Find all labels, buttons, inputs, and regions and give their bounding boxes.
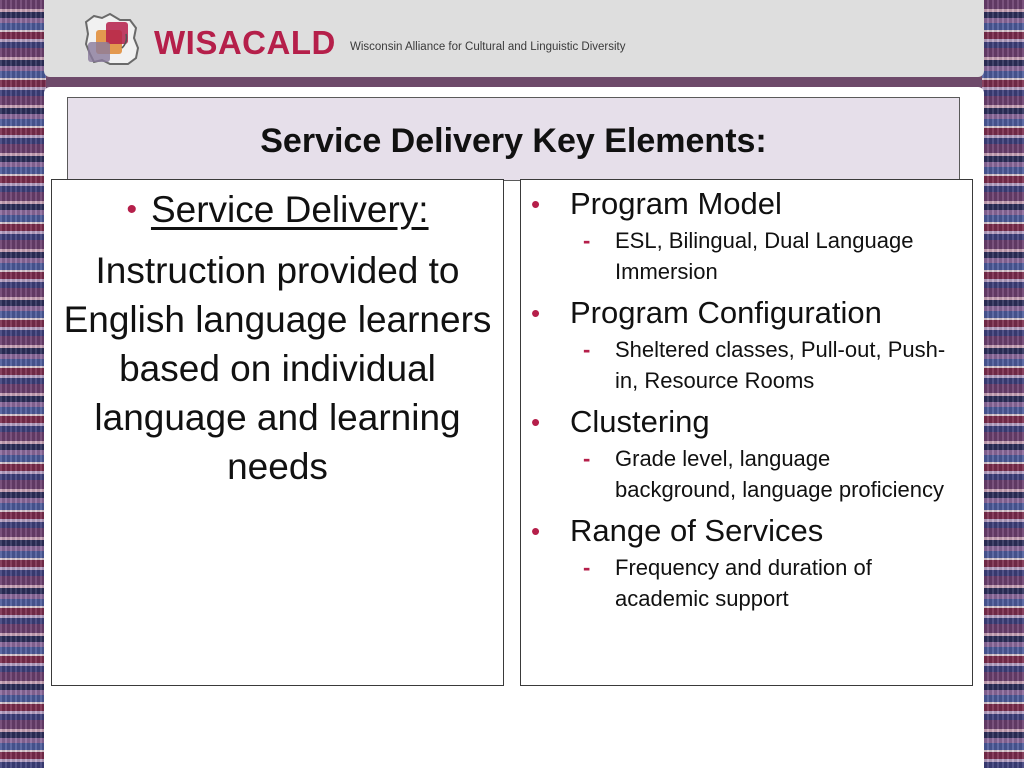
logo-tagline: Wisconsin Alliance for Cultural and Linguistic Diversity	[350, 41, 626, 53]
logo-wordmark: WISACALD	[154, 24, 336, 61]
list-item	[521, 404, 972, 505]
key-elements-list	[521, 180, 972, 614]
wisconsin-map-logo-icon	[80, 8, 146, 70]
slide-content	[44, 87, 984, 768]
left-content-box	[51, 179, 504, 686]
dash-icon: -	[583, 228, 591, 253]
header-bar	[44, 0, 984, 77]
dash-icon: -	[583, 555, 591, 580]
left-body-text: Instruction provided to English language learners based on individual language and learning needs	[63, 250, 492, 487]
left-heading-row	[52, 188, 503, 232]
dash-icon: -	[583, 446, 591, 471]
slide-title-box	[67, 97, 960, 181]
dash-icon: -	[583, 337, 591, 362]
bullet-icon: •	[126, 193, 137, 226]
list-item	[521, 513, 972, 614]
right-content-box	[520, 179, 973, 686]
list-item-detail: Grade level, language background, language proficiency	[615, 446, 945, 502]
list-item-detail: Frequency and duration of academic support	[615, 555, 872, 611]
bullet-icon: •	[531, 189, 541, 219]
bullet-icon: •	[531, 407, 541, 437]
list-item	[521, 186, 972, 287]
list-item-label: Program Configuration	[570, 295, 882, 330]
list-item-label: Program Model	[570, 186, 782, 221]
list-item-detail: ESL, Bilingual, Dual Language Immersion	[615, 228, 914, 284]
slide-title: Service Delivery Key Elements:	[260, 122, 767, 160]
list-item-detail: Sheltered classes, Pull-out, Push-in, Resource Rooms	[615, 337, 946, 393]
bullet-icon: •	[531, 516, 541, 546]
textile-border-right	[982, 0, 1024, 768]
left-heading: Service Delivery:	[150, 189, 429, 230]
list-item-label: Range of Services	[570, 513, 824, 548]
list-item-label: Clustering	[570, 404, 710, 439]
bullet-icon: •	[531, 298, 541, 328]
list-item	[521, 295, 972, 396]
textile-border-left	[0, 0, 46, 768]
